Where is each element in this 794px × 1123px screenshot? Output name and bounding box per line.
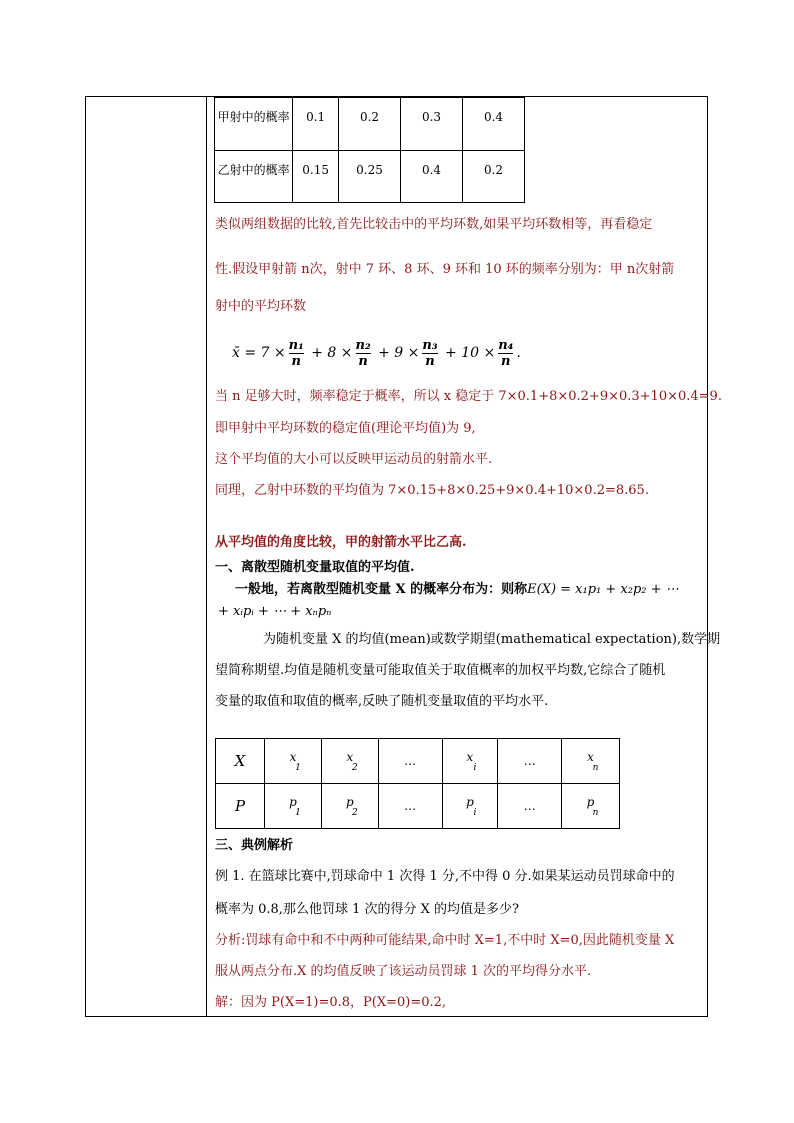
definition-text: 一般地，若离散型随机变量 X 的概率分布为：则称 (235, 582, 528, 597)
formula-part: + 9 × (378, 345, 420, 361)
table-cell: 0.3 (401, 98, 463, 151)
hit-probability-table (214, 97, 525, 203)
formula-part: x̄ = (232, 345, 257, 361)
table-cell: 0.1 (293, 98, 339, 151)
formula-part: . (516, 345, 521, 361)
analysis-text: 服从两点分布.X 的均值反映了该运动员罚球 1 次的平均得分水平. (215, 964, 592, 979)
paragraph: 这个平均值的大小可以反映甲运动员的射箭水平. (215, 452, 493, 467)
paragraph: 当 n 足够大时，频率稳定于概率，所以 x 稳定于 7×0.1+8×0.2+9×0.3+10×0.4=9. (215, 389, 722, 404)
fraction (422, 338, 437, 369)
table-cell: 0.15 (293, 151, 339, 203)
table-cell (265, 739, 322, 784)
table-cell (378, 784, 442, 829)
paragraph: 性.假设甲射箭 n次，射中 7 环、8 环、9 环和 10 环的频率分别为：甲 n次射箭 (215, 262, 675, 277)
row-label: 乙射中的概率 (215, 151, 293, 203)
mean-formula (232, 335, 521, 371)
row-label: P (216, 784, 265, 829)
cell-symbol: p (586, 795, 595, 809)
solution-text: 解：因为 P(X=1)=0.8，P(X=0)=0.2, (215, 995, 447, 1010)
cell-symbol: p (346, 795, 354, 809)
cell-symbol: p (466, 795, 474, 809)
paragraph: 变量的取值和取值的概率,反映了随机变量取值的平均水平. (215, 694, 549, 709)
expectation-formula-cont: + xᵢpᵢ + ⋯ + xₙpₙ (218, 604, 332, 619)
fraction (356, 338, 371, 369)
cell-symbol: … (404, 754, 417, 768)
example-text: 概率为 0.8,那么他罚球 1 次的得分 X 的均值是多少? (215, 902, 519, 917)
paragraph: 同理，乙射中环数的平均值为 7×0.15+8×0.25+9×0.4+10×0.2=8.65. (215, 483, 649, 498)
denominator: n (358, 353, 368, 369)
cell-symbol: p (289, 795, 297, 809)
row-label: X (216, 739, 265, 784)
left-column-divider (206, 96, 207, 1017)
table-cell (378, 739, 442, 784)
distribution-table (215, 738, 620, 829)
cell-symbol: … (523, 754, 536, 768)
table-cell (442, 739, 498, 784)
formula-part: 7 × (260, 345, 286, 361)
table-cell (321, 784, 378, 829)
paragraph: 射中的平均环数 (215, 299, 307, 314)
section-heading: 一、离散型随机变量取值的平均值. (215, 560, 415, 575)
table-cell (265, 784, 322, 829)
section-heading: 三、典例解析 (215, 838, 294, 853)
cell-symbol: … (404, 799, 417, 813)
table-cell (498, 784, 562, 829)
table-cell: 0.25 (338, 151, 400, 203)
cell-subscript: n (592, 808, 599, 818)
paragraph (235, 582, 679, 598)
fraction (289, 338, 304, 369)
table-cell: 0.2 (338, 98, 400, 151)
formula-part: + 10 × (445, 345, 496, 361)
analysis-text: 分析:罚球有命中和不中两种可能结果,命中时 X=1,不中时 X=0,因此随机变量 X (215, 933, 675, 948)
cell-subscript: i (473, 808, 477, 818)
denominator: n (291, 353, 301, 369)
table-row (215, 151, 525, 203)
table-cell: 0.2 (463, 151, 525, 203)
cell-subscript: 1 (295, 763, 301, 773)
cell-subscript: i (473, 763, 477, 773)
table-cell: 0.4 (401, 151, 463, 203)
row-label: 甲射中的概率 (215, 98, 293, 151)
cell-symbol: x (346, 750, 354, 764)
cell-symbol: x (289, 750, 297, 764)
cell-subscript: n (592, 763, 599, 773)
denominator: n (425, 353, 435, 369)
table-cell (442, 784, 498, 829)
paragraph: 类似两组数据的比较,首先比较击中的平均环数,如果平均环数相等，再看稳定 (215, 217, 653, 232)
cell-subscript: 2 (352, 808, 358, 818)
table-row (216, 739, 620, 784)
numerator: n₄ (498, 337, 514, 353)
denominator: n (501, 353, 511, 369)
table-row (215, 98, 525, 151)
cell-symbol: … (523, 799, 536, 813)
conclusion: 从平均值的角度比较，甲的射箭水平比乙高. (215, 535, 467, 550)
table-cell (562, 739, 620, 784)
cell-symbol: x (587, 750, 594, 764)
table-cell (562, 784, 620, 829)
formula-part: + 8 × (311, 345, 353, 361)
table-cell: 0.4 (463, 98, 525, 151)
example-text: 例 1. 在篮球比赛中,罚球命中 1 次得 1 分,不中得 0 分.如果某运动员罚球命中的 (215, 869, 675, 884)
cell-subscript: 1 (295, 808, 301, 818)
table-cell (498, 739, 562, 784)
table-row (216, 784, 620, 829)
paragraph: 望简称期望.均值是随机变量可能取值关于取值概率的加权平均数,它综合了随机 (215, 663, 666, 678)
paragraph: 即甲射中平均环数的稳定值(理论平均值)为 9, (215, 421, 476, 436)
cell-subscript: 2 (352, 763, 358, 773)
paragraph: 为随机变量 X 的均值(mean)或数学期望(mathematical expectation),数学期 (263, 632, 721, 647)
table-cell (321, 739, 378, 784)
numerator: n₃ (422, 337, 438, 353)
numerator: n₂ (355, 337, 371, 353)
fraction (498, 338, 513, 369)
cell-symbol: x (466, 750, 474, 764)
numerator: n₁ (288, 337, 304, 353)
expectation-formula: E(X) = x₁p₁ + x₂p₂ + ⋯ (527, 582, 679, 597)
